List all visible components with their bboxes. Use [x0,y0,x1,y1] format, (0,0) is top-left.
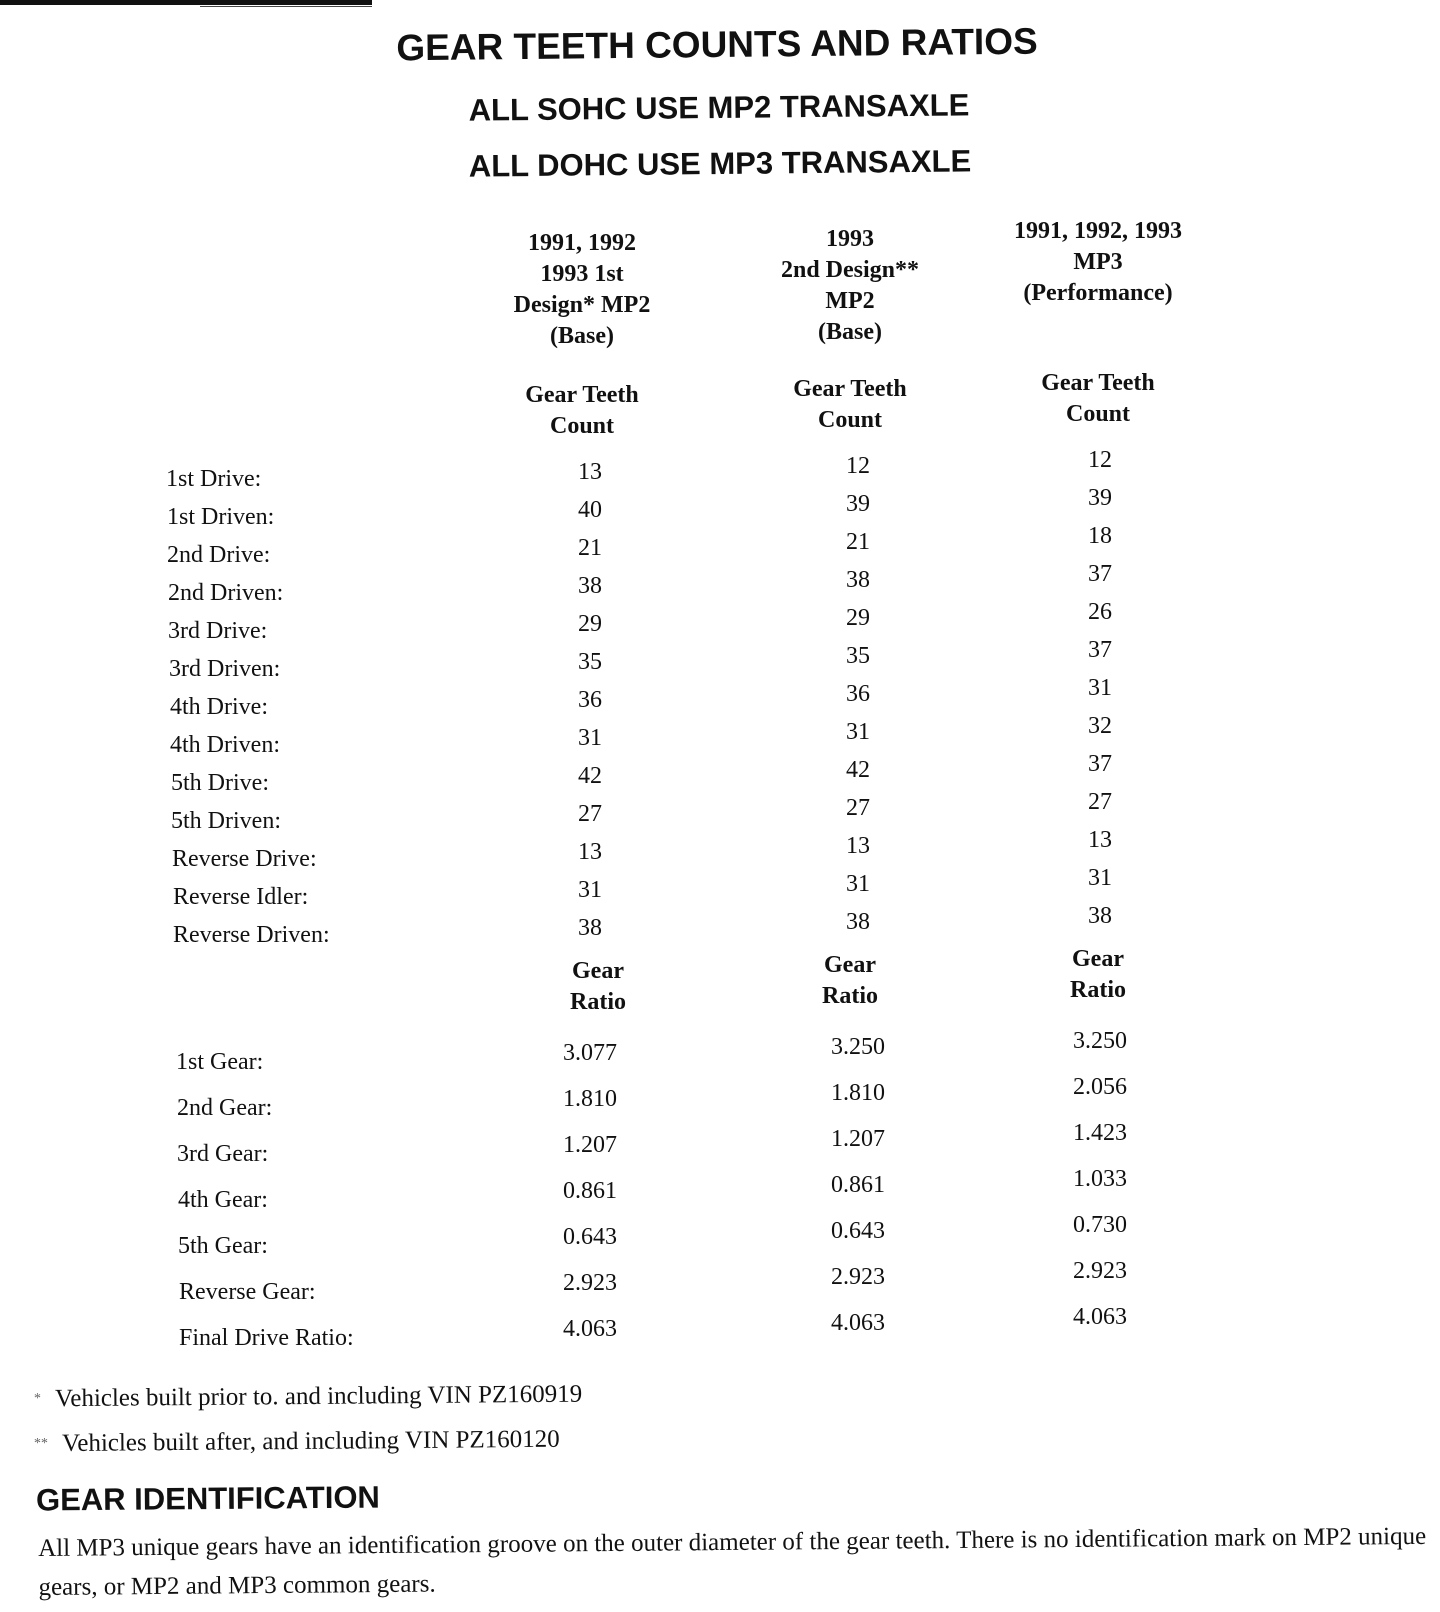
column-header: 1991, 1992 1993 1st Design* MP2 (Base) [513,230,651,349]
row-label: 5th Drive: [171,770,269,796]
row-value: 0.861 [563,1178,617,1204]
row-label: Reverse Drive: [172,846,317,872]
row-value: 31 [846,719,870,745]
row-value: 32 [1088,713,1112,739]
footnote-mark: * [33,1391,42,1407]
section-body: All MP3 unique gears have an identification groove on the outer diameter of the gear teeth. There is no identification mark on MP2 unique gears, or MP2 and MP3 common gears. [38,1522,1427,1601]
row-value: 36 [846,681,870,707]
subtitle-dohc: ALL DOHC USE MP3 TRANSAXLE [468,143,972,184]
row-label: 4th Gear: [178,1187,268,1213]
row-value: 42 [846,757,870,783]
row-label: 5th Driven: [171,808,281,834]
row-value: 36 [578,687,602,713]
row-value: 35 [846,643,870,669]
row-value: 37 [1088,637,1112,663]
row-value: 13 [578,839,602,865]
gear-ratio-header: Gear Ratio [1070,946,1126,1003]
row-value: 38 [578,573,602,599]
column-header: 1993 2nd Design** MP2 (Base) [780,226,920,345]
row-value: 4.063 [563,1316,617,1342]
row-value: 0.643 [563,1224,617,1250]
row-value: 31 [578,877,602,903]
row-value: 26 [1088,599,1112,625]
row-value: 1.423 [1073,1120,1127,1146]
footnote-first-design: * Vehicles built prior to. and including VIN PZ160919 [33,1380,583,1413]
row-value: 3.250 [831,1034,885,1060]
row-value: 1.810 [831,1080,885,1106]
row-value: 3.077 [563,1040,617,1066]
row-value: 35 [578,649,602,675]
row-label: Reverse Driven: [173,922,330,948]
row-label: 4th Driven: [170,732,280,758]
row-value: 38 [846,909,870,935]
row-value: 39 [1088,485,1112,511]
row-label: 2nd Driven: [168,580,284,606]
row-value: 21 [578,535,602,561]
row-value: 38 [578,915,602,941]
row-value: 12 [1088,447,1112,473]
row-value: 13 [578,459,602,485]
row-value: 1.810 [563,1086,617,1112]
row-value: 27 [1088,789,1112,815]
row-label: 3rd Driven: [169,656,281,682]
row-label: Reverse Gear: [179,1279,316,1305]
footnote-second-design: ** Vehicles built after, and including VIN PZ160120 [33,1425,560,1458]
row-value: 29 [578,611,602,637]
teeth-count-header: Gear Teeth Count [793,376,907,433]
row-label: 1st Gear: [176,1049,264,1075]
row-value: 37 [1088,561,1112,587]
row-value: 4.063 [1073,1304,1127,1330]
row-value: 2.923 [831,1264,885,1290]
top-rule [0,0,372,5]
teeth-count-header: Gear Teeth Count [1041,370,1155,427]
subtitle-sohc: ALL SOHC USE MP2 TRANSAXLE [468,87,970,128]
row-label: 2nd Drive: [167,542,271,568]
row-label: 3rd Gear: [177,1141,269,1167]
row-value: 0.861 [831,1172,885,1198]
row-value: 13 [846,833,870,859]
row-value: 2.923 [1073,1258,1127,1284]
row-value: 12 [846,453,870,479]
row-value: 31 [578,725,602,751]
footnote-mark: ** [33,1436,49,1452]
row-value: 2.923 [563,1270,617,1296]
row-value: 4.063 [831,1310,885,1336]
row-value: 31 [1088,675,1112,701]
row-value: 39 [846,491,870,517]
row-value: 13 [1088,827,1112,853]
top-rule-thin [200,6,372,7]
row-value: 18 [1088,523,1112,549]
row-value: 29 [846,605,870,631]
row-label: 4th Drive: [170,694,268,720]
row-value: 21 [846,529,870,555]
gear-ratio-header: Gear Ratio [570,958,626,1015]
row-value: 2.056 [1073,1074,1127,1100]
row-label: 3rd Drive: [168,618,268,644]
column-header: 1991, 1992, 1993 MP3 (Performance) [1014,218,1182,306]
row-value: 31 [846,871,870,897]
row-value: 3.250 [1073,1028,1127,1054]
page-title: GEAR TEETH COUNTS AND RATIOS [396,20,1038,69]
row-value: 1.207 [831,1126,885,1152]
row-value: 1.207 [563,1132,617,1158]
teeth-count-header: Gear Teeth Count [525,382,639,439]
row-label: 1st Drive: [166,466,262,492]
row-value: 31 [1088,865,1112,891]
row-label: 2nd Gear: [177,1095,273,1121]
row-value: 27 [578,801,602,827]
row-label: Final Drive Ratio: [179,1325,354,1351]
row-label: 5th Gear: [178,1233,268,1259]
row-value: 1.033 [1073,1166,1127,1192]
row-value: 40 [578,497,602,523]
row-value: 37 [1088,751,1112,777]
gear-ratio-header: Gear Ratio [822,952,878,1009]
section-title: GEAR IDENTIFICATION [35,1479,381,1518]
row-value: 38 [846,567,870,593]
row-value: 27 [846,795,870,821]
row-value: 42 [578,763,602,789]
row-label: 1st Driven: [167,504,275,530]
row-value: 38 [1088,903,1112,929]
row-label: Reverse Idler: [173,884,309,910]
row-value: 0.643 [831,1218,885,1244]
row-value: 0.730 [1073,1212,1127,1238]
